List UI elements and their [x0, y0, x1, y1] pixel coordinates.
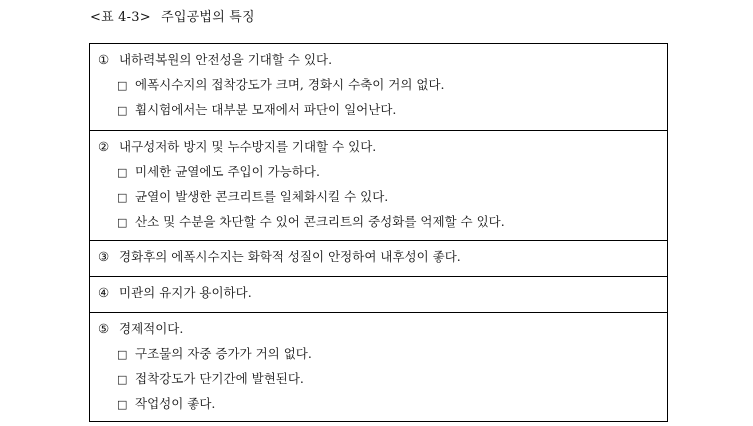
feature-detail-item	[98, 163, 659, 181]
feature-heading-text: 내하력복원의 안전성을 기대할 수 있다.	[119, 52, 333, 67]
circled-number-1: ①	[98, 52, 110, 67]
feature-detail-text: 구조물의 자중 증가가 거의 없다.	[135, 346, 312, 361]
checkbox-bullet-icon: □	[117, 348, 128, 361]
feature-detail-item	[98, 101, 659, 119]
feature-detail-item	[98, 213, 659, 231]
feature-heading	[98, 320, 659, 338]
feature-heading-text: 내구성저하 방지 및 누수방지를 기대할 수 있다.	[119, 139, 377, 154]
checkbox-bullet-icon: □	[117, 166, 128, 179]
feature-detail-text: 작업성이 좋다.	[135, 396, 216, 411]
feature-heading	[98, 284, 659, 302]
feature-heading-text: 경제적이다.	[119, 321, 184, 336]
feature-detail-item	[98, 188, 659, 206]
checkbox-bullet-icon: □	[117, 373, 128, 386]
feature-detail-item	[98, 370, 659, 388]
feature-section-3	[90, 240, 667, 276]
feature-section-1	[90, 44, 667, 130]
feature-heading-text: 미관의 유지가 용이하다.	[119, 285, 252, 300]
circled-number-5: ⑤	[98, 321, 110, 336]
table-caption-title: 주입공법의 특징	[161, 10, 255, 25]
checkbox-bullet-icon: □	[117, 79, 128, 92]
feature-section-5	[90, 312, 667, 421]
feature-detail-text: 산소 및 수분을 차단할 수 있어 콘크리트의 중성화를 억제할 수 있다.	[135, 214, 505, 229]
feature-detail-text: 휨시험에서는 대부분 모재에서 파단이 일어난다.	[135, 102, 397, 117]
circled-number-3: ③	[98, 249, 110, 264]
feature-detail-item	[98, 345, 659, 363]
feature-heading	[98, 51, 659, 69]
feature-detail-text: 에폭시수지의 접착강도가 크며, 경화시 수축이 거의 없다.	[135, 77, 445, 92]
feature-section-4	[90, 276, 667, 312]
feature-heading-text: 경화후의 에폭시수지는 화학적 성질이 안정하여 내후성이 좋다.	[119, 249, 461, 264]
circled-number-4: ④	[98, 285, 110, 300]
feature-detail-text: 접착강도가 단기간에 발현된다.	[135, 371, 304, 386]
table-caption-label: <표 4-3>	[90, 10, 151, 25]
feature-section-2	[90, 130, 667, 240]
table-caption	[90, 9, 255, 27]
checkbox-bullet-icon: □	[117, 104, 128, 117]
checkbox-bullet-icon: □	[117, 398, 128, 411]
feature-heading	[98, 248, 659, 266]
feature-heading	[98, 138, 659, 156]
feature-detail-item	[98, 76, 659, 94]
feature-detail-text: 미세한 균열에도 주입이 가능하다.	[135, 164, 320, 179]
feature-detail-item	[98, 395, 659, 413]
features-table	[89, 43, 668, 422]
circled-number-2: ②	[98, 139, 110, 154]
feature-detail-text: 균열이 발생한 콘크리트를 일체화시킬 수 있다.	[135, 189, 389, 204]
checkbox-bullet-icon: □	[117, 216, 128, 229]
checkbox-bullet-icon: □	[117, 191, 128, 204]
